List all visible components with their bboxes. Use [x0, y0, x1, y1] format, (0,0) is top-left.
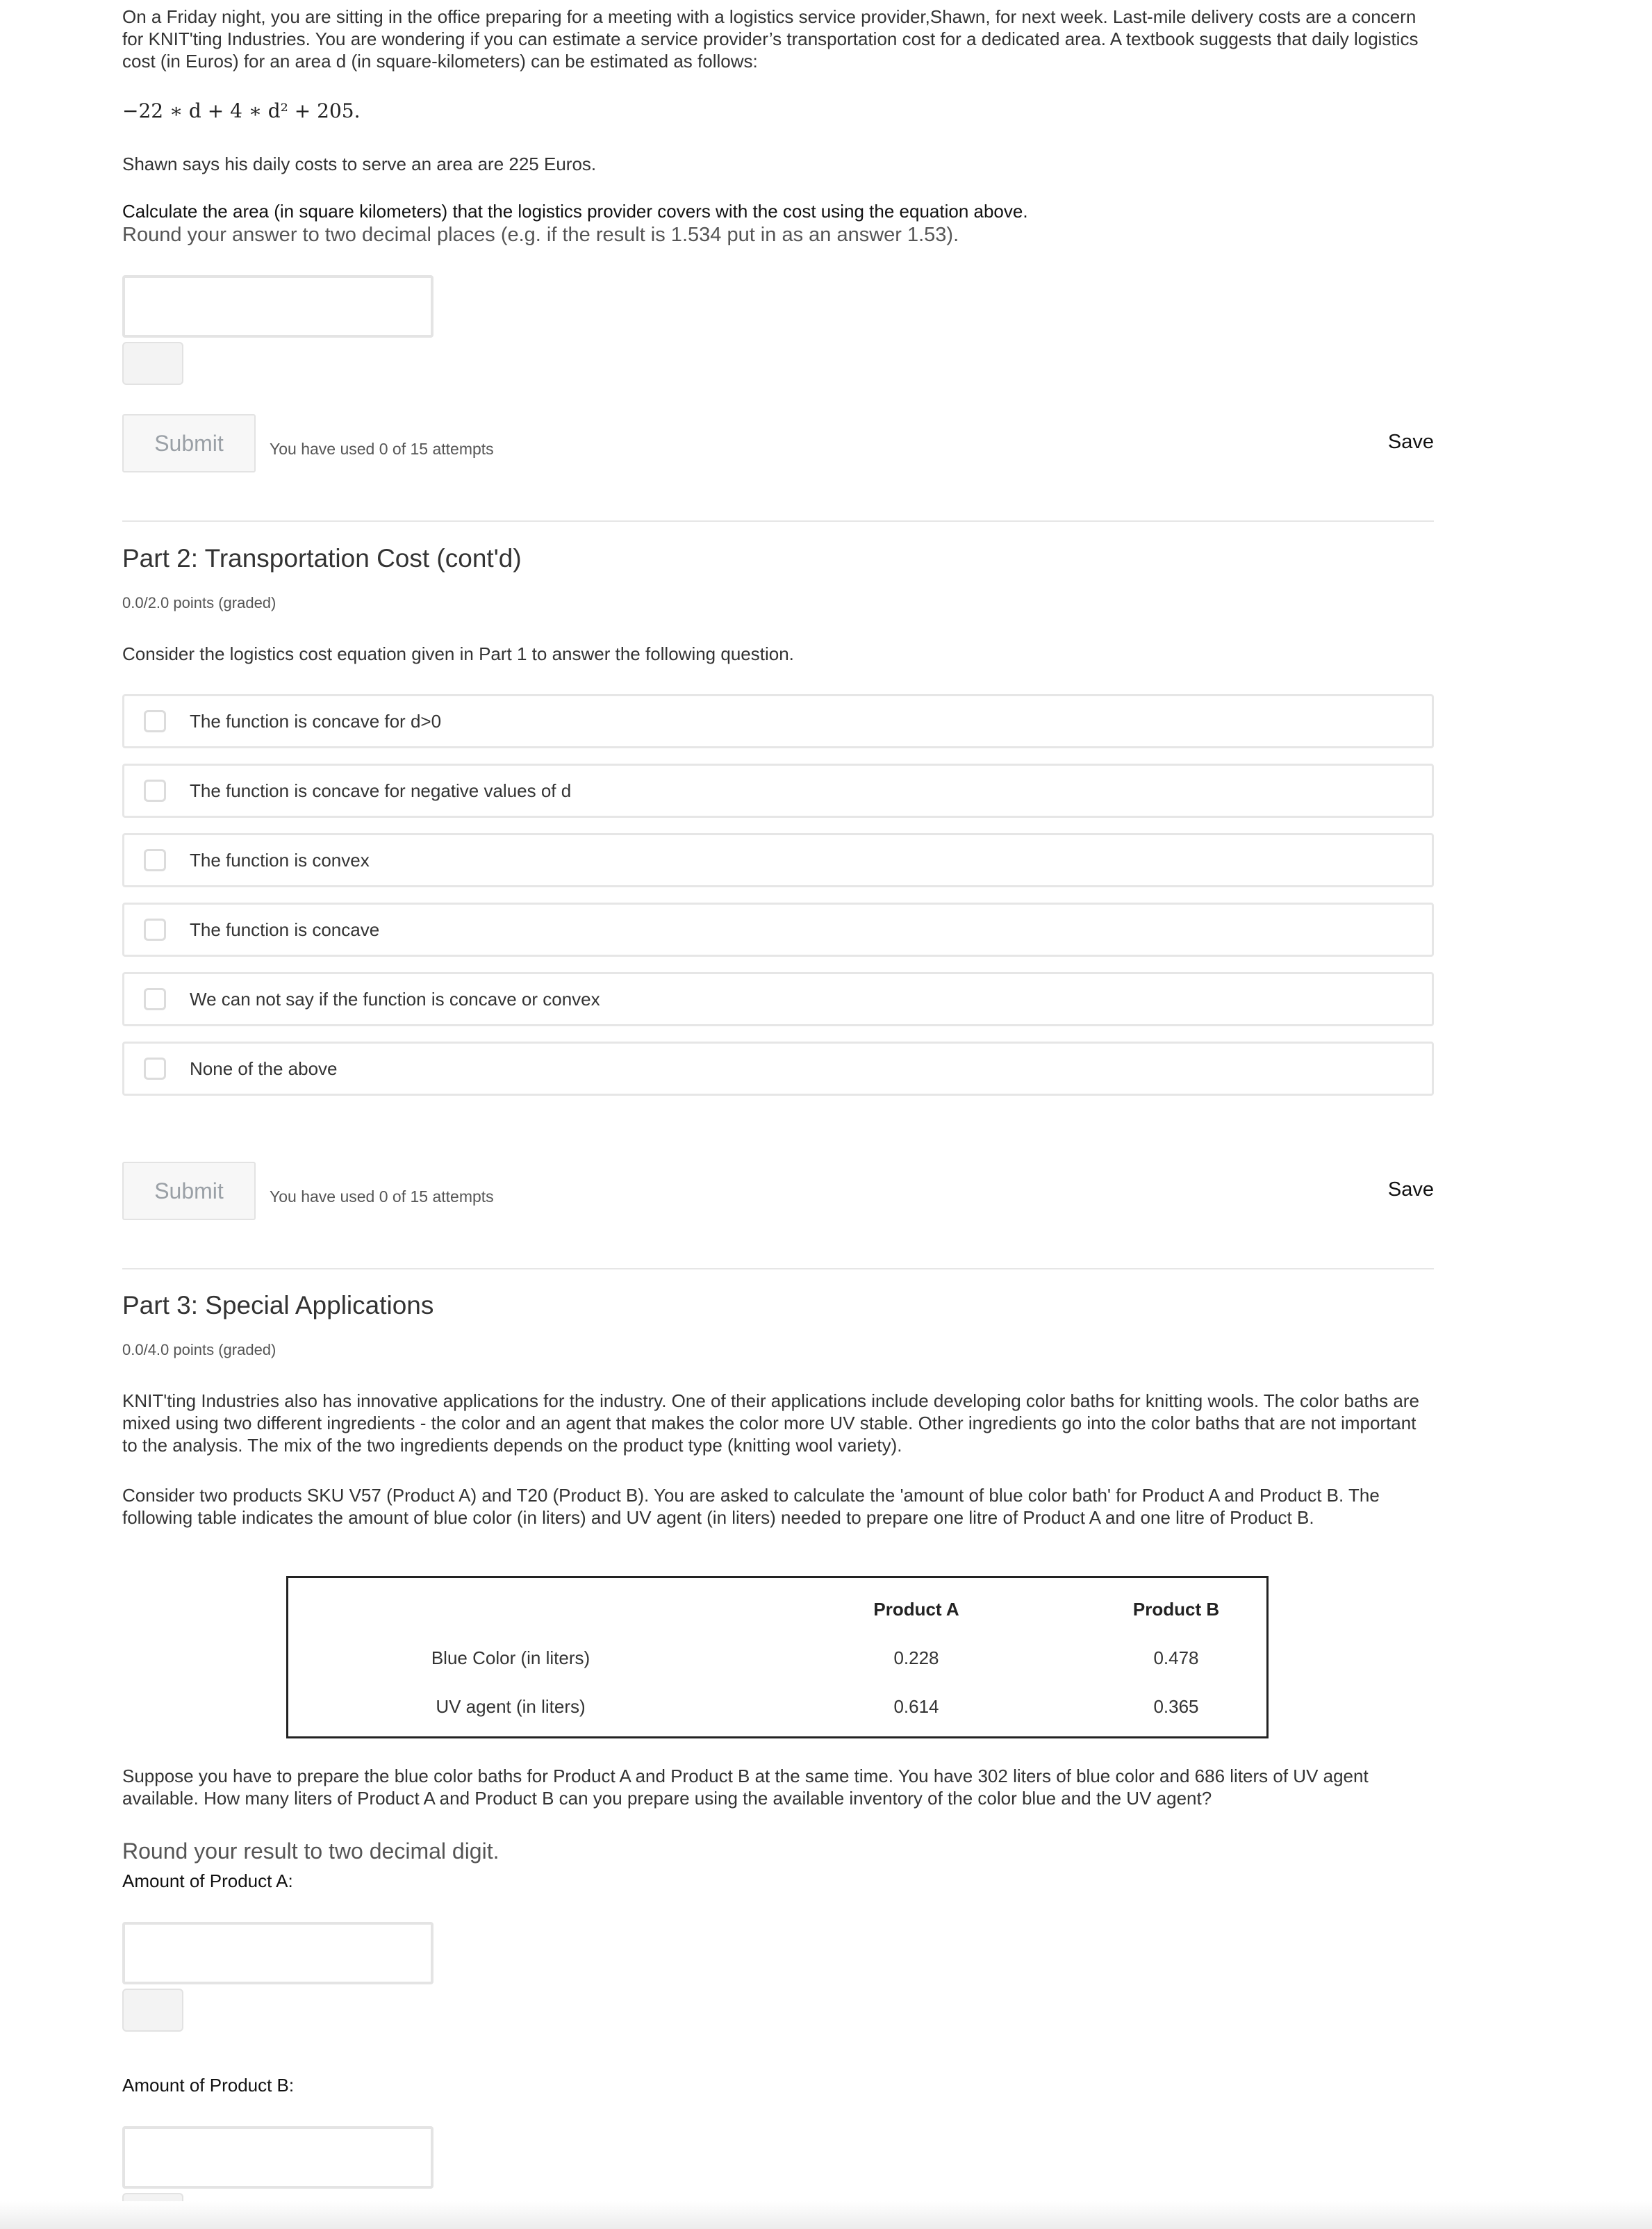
- option-convex[interactable]: [122, 833, 1434, 887]
- checkbox[interactable]: [144, 710, 166, 732]
- part1-instruction: Calculate the area (in square kilometers) that the logistics provider covers with the cost using the equation above.: [122, 201, 1028, 222]
- cost-formula: −22 ∗ d + 4 ∗ d² + 205.: [122, 99, 361, 122]
- checkbox[interactable]: [144, 780, 166, 802]
- part1-submit-button[interactable]: Submit: [122, 414, 256, 472]
- table-cell: 0.478: [1153, 1647, 1199, 1668]
- checkbox[interactable]: [144, 1058, 166, 1080]
- part2-attempts-text: You have used 0 of 15 attempts: [270, 1187, 494, 1206]
- part2-title: Part 2: Transportation Cost (cont'd): [122, 544, 522, 573]
- option-concave[interactable]: [122, 903, 1434, 957]
- product-a-label: Amount of Product A:: [122, 1870, 293, 1891]
- option-concave-negative-d[interactable]: [122, 764, 1434, 818]
- option-label: We can not say if the function is concave or convex: [190, 988, 600, 1010]
- part3-title: Part 3: Special Applications: [122, 1291, 434, 1319]
- section-divider: [122, 1268, 1434, 1269]
- part1-intro: On a Friday night, you are sitting in the office preparing for a meeting with a logistics service provider,Shawn, for next week. Last-mile delivery costs are a concern for KNIT'ting Industries. You are wondering if you can estimate a service provider’s transportation cost for a dedicated area. A textbook suggests that daily logistics cost (in Euros) for an area d (in square-kilometers) can be estimated as follows:: [122, 6, 1419, 72]
- option-label: The function is concave for negative values of d: [190, 780, 572, 801]
- option-label: The function is concave for d>0: [190, 710, 442, 732]
- ingredients-table: [286, 1576, 1269, 1738]
- table-header-product-b: Product B: [1132, 1599, 1220, 1620]
- section-divider: [122, 520, 1434, 522]
- part2-submit-button[interactable]: Submit: [122, 1162, 256, 1220]
- part3-paragraph-1: KNIT'ting Industries also has innovative applications for the industry. One of their applications include developing color baths for knitting wools. The color baths are mixed using two different ingredients - the color and an agent that makes the color more UV stable. Other ingredients go into the color baths that are not important to the analysis. The mix of the two ingredients depends on the product type (knitting wool variety).: [122, 1390, 1419, 1456]
- product-a-input[interactable]: [122, 1922, 433, 1984]
- part1-formula-preview-button[interactable]: [122, 342, 183, 385]
- part3-paragraph-3: Suppose you have to prepare the blue color baths for Product A and Product B at the same time. You have 302 liters of blue color and 686 liters of UV agent available. How many liters of Product A and Product B can you prepare using the available inventory of the color blue and the UV agent?: [122, 1766, 1369, 1809]
- checkbox[interactable]: [144, 849, 166, 871]
- part2-save-button[interactable]: Save: [1387, 1178, 1434, 1201]
- option-concave-positive-d[interactable]: [122, 694, 1434, 748]
- part2-question: Consider the logistics cost equation given in Part 1 to answer the following question.: [122, 643, 794, 664]
- part1-answer-input[interactable]: [122, 275, 433, 338]
- part1-rounding-note: Round your answer to two decimal places (e.g. if the result is 1.534 put in as an answer 1.53).: [122, 224, 959, 246]
- table-cell: 0.614: [893, 1696, 939, 1717]
- part1-attempts-text: You have used 0 of 15 attempts: [270, 440, 494, 458]
- checkbox[interactable]: [144, 919, 166, 941]
- table-cell: 0.228: [893, 1647, 939, 1668]
- product-b-input[interactable]: [122, 2126, 433, 2189]
- option-label: The function is convex: [190, 849, 370, 871]
- checkbox[interactable]: [144, 988, 166, 1010]
- part3-rounding-note: Round your result to two decimal digit.: [122, 1839, 499, 1864]
- table-cell: 0.365: [1153, 1696, 1199, 1717]
- option-label: None of the above: [190, 1058, 338, 1079]
- product-b-label: Amount of Product B:: [122, 2075, 295, 2096]
- part2-points: 0.0/2.0 points (graded): [122, 594, 276, 611]
- table-row-label: UV agent (in liters): [436, 1696, 586, 1717]
- part3-points: 0.0/4.0 points (graded): [122, 1341, 276, 1358]
- option-none[interactable]: [122, 1042, 1434, 1096]
- product-a-formula-preview-button[interactable]: [122, 1989, 183, 2032]
- table-header-product-a: Product A: [873, 1599, 959, 1620]
- option-cannot-say[interactable]: [122, 972, 1434, 1026]
- option-label: The function is concave: [190, 919, 380, 940]
- part1-statement: Shawn says his daily costs to serve an area are 225 Euros.: [122, 154, 597, 174]
- bottom-scroll-shade: [0, 2201, 1652, 2229]
- part3-paragraph-2: Consider two products SKU V57 (Product A) and T20 (Product B). You are asked to calculate the 'amount of blue color bath' for Product A and Product B. The following table indicates the amount of blue color (in liters) and UV agent (in liters) needed to prepare one litre of Product A and one litre of Product B.: [122, 1485, 1380, 1528]
- table-row-label: Blue Color (in liters): [431, 1647, 590, 1668]
- part1-save-button[interactable]: Save: [1387, 431, 1434, 453]
